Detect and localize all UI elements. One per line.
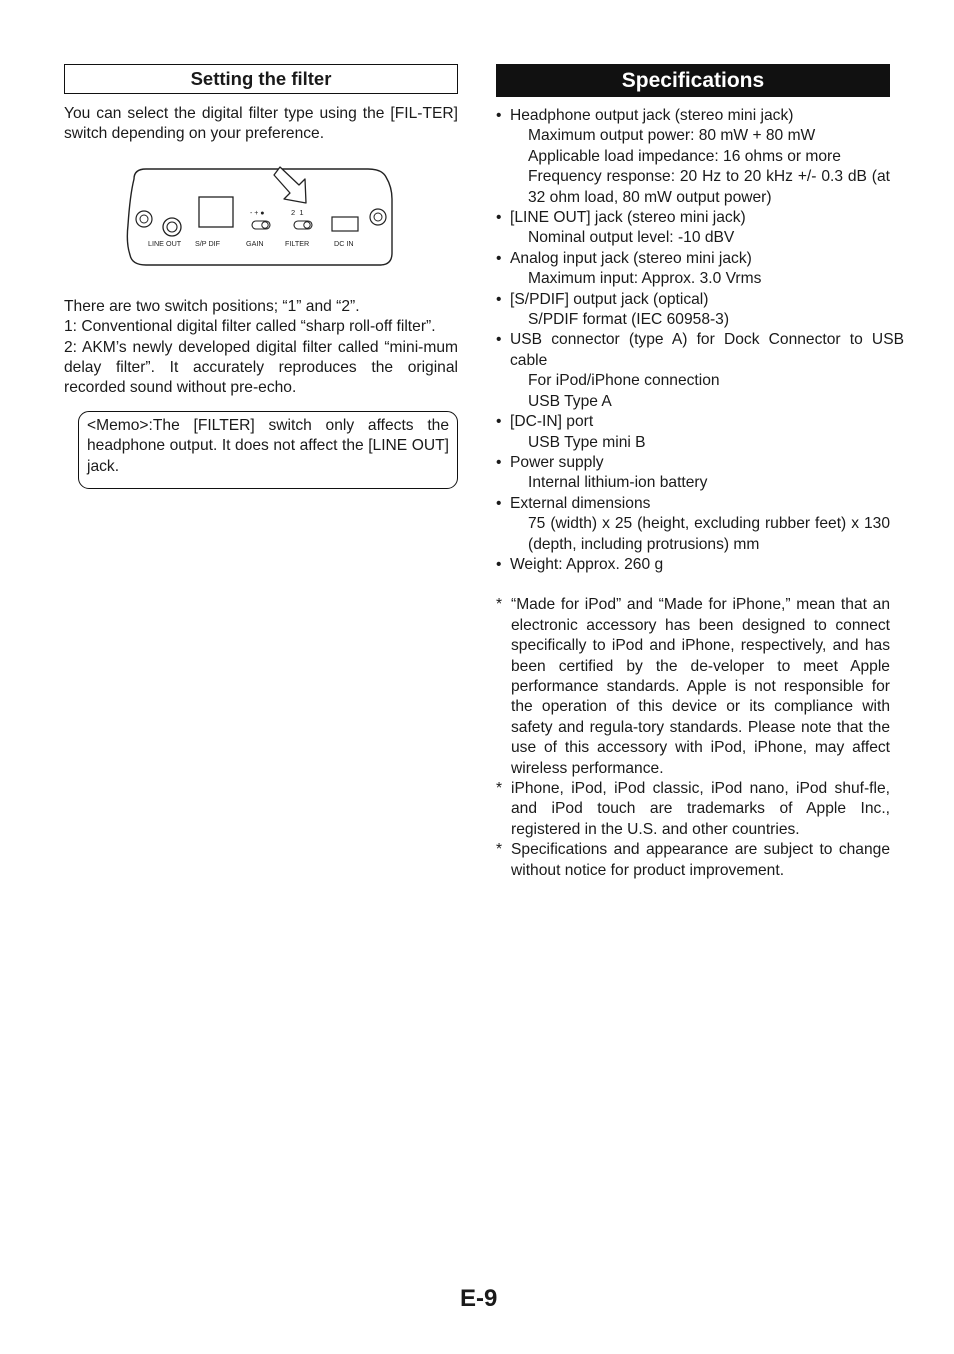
label-filter: FILTER (285, 238, 310, 248)
spec-item (496, 412, 890, 453)
rear-panel-illustration (124, 165, 394, 269)
spec-item (496, 290, 890, 331)
line-out-jack (163, 218, 181, 236)
position-1-text: 1: Conventional digital filter called “sharp roll-off filter”. (64, 318, 436, 336)
spec-item (496, 208, 890, 249)
spec-item-detail: S/PDIF format (IEC 60958-3) (528, 311, 730, 329)
spec-item-title: • Headphone output jack (stereo mini jack) (510, 107, 794, 124)
spec-item-detail: Nominal output level: -10 dBV (528, 229, 735, 247)
spec-list (496, 106, 904, 575)
spec-item-title (510, 330, 904, 371)
switch-positions (64, 297, 458, 399)
footnote: * iPhone, iPod, iPod classic, iPod nano, iPod shuf-fle, and iPod touch are trademarks of Apple Inc., registered in the U.S. and other countries. (496, 779, 890, 840)
screw-left (136, 211, 152, 227)
filter-position-marks: 2 1 (291, 207, 304, 217)
footnotes (496, 595, 890, 881)
spec-item (496, 555, 890, 575)
spec-item-detail: Maximum output power: 80 mW + 80 mW (528, 127, 816, 145)
arrow-icon (274, 167, 306, 203)
spec-item-detail: Internal lithium-ion battery (528, 474, 708, 492)
footnote: * Specifications and appearance are subject to change without notice for product improvement. (496, 840, 890, 881)
filter-section (64, 64, 458, 489)
label-spdif: S/P DIF (195, 238, 221, 248)
spec-item (496, 330, 904, 412)
label-dc-in: DC IN (334, 238, 354, 248)
spec-item-title: • [LINE OUT] jack (stereo mini jack) (510, 209, 746, 227)
spec-item-title: • Power supply (510, 453, 604, 471)
page-number: E-9 (460, 1285, 498, 1312)
spec-item-title: • [DC-IN] port (510, 413, 594, 431)
position-2-text: 2: AKM’s newly developed digital filter called “mini-mum delay filter”. It accurately reproduces the original recorded sound without pre-echo. (64, 338, 458, 397)
label-gain: GAIN (246, 238, 264, 248)
spec-item-title: • Weight: Approx. 260 g (510, 555, 664, 573)
spec-item-detail: For iPod/iPhone connection (528, 372, 720, 390)
spec-item-title: • [S/PDIF] output jack (optical) (510, 290, 709, 308)
spec-item-detail: USB Type mini B (528, 433, 646, 451)
rear-panel-figure (64, 161, 458, 293)
spec-item-title: • External dimensions (510, 494, 651, 512)
screw-right (370, 209, 386, 225)
gain-position-marks: - + ● (250, 209, 265, 217)
spec-item-detail: Applicable load impedance: 16 ohms or more (528, 147, 841, 165)
positions-intro: There are two switch positions; “1” and “2”. (64, 297, 360, 315)
spec-item-detail: Maximum input: Approx. 3.0 Vrms (528, 270, 762, 288)
spec-item-title: • Analog input jack (stereo mini jack) (510, 249, 752, 267)
section-heading-specifications: Specifications (496, 64, 890, 97)
specifications-section (496, 64, 904, 881)
spec-item-title-text: USB connector (type A) for Dock Connector to USB cable (510, 331, 904, 369)
spec-item (496, 494, 890, 555)
spec-item-detail: Frequency response: 20 Hz to 20 kHz +/- 0.3 dB (at 32 ohm load, 80 mW output power) (528, 168, 890, 206)
spec-item-detail: 75 (width) x 25 (height, excluding rubber feet) x 130 (depth, including protrusions) mm (528, 515, 890, 553)
memo-box: <Memo>:The [FILTER] switch only affects the headphone output. It does not affect the [LINE OUT] jack. (78, 411, 458, 489)
spec-item (496, 453, 890, 494)
dc-in-port (332, 217, 358, 231)
footnote: * “Made for iPod” and “Made for iPhone,” mean that an electronic accessory has been designed to connect specifically to iPod and iPhone, respectively, and has been certified by the de-veloper to meet Apple performance standards. Apple is not responsible for the operation of this device or its compliance with safety and regula-tory standards. Please note that the use of this accessory with iPod, iPhone, may affect wireless performance. (496, 595, 890, 779)
label-line-out: LINE OUT (148, 238, 182, 248)
spdif-port (199, 197, 233, 227)
spec-item (496, 106, 890, 208)
section-heading-filter: Setting the filter (64, 64, 458, 94)
spec-item-detail: USB Type A (528, 392, 612, 410)
filter-intro: You can select the digital filter type using the [FIL-TER] switch depending on your preference. (64, 105, 458, 143)
spec-item (496, 249, 890, 290)
